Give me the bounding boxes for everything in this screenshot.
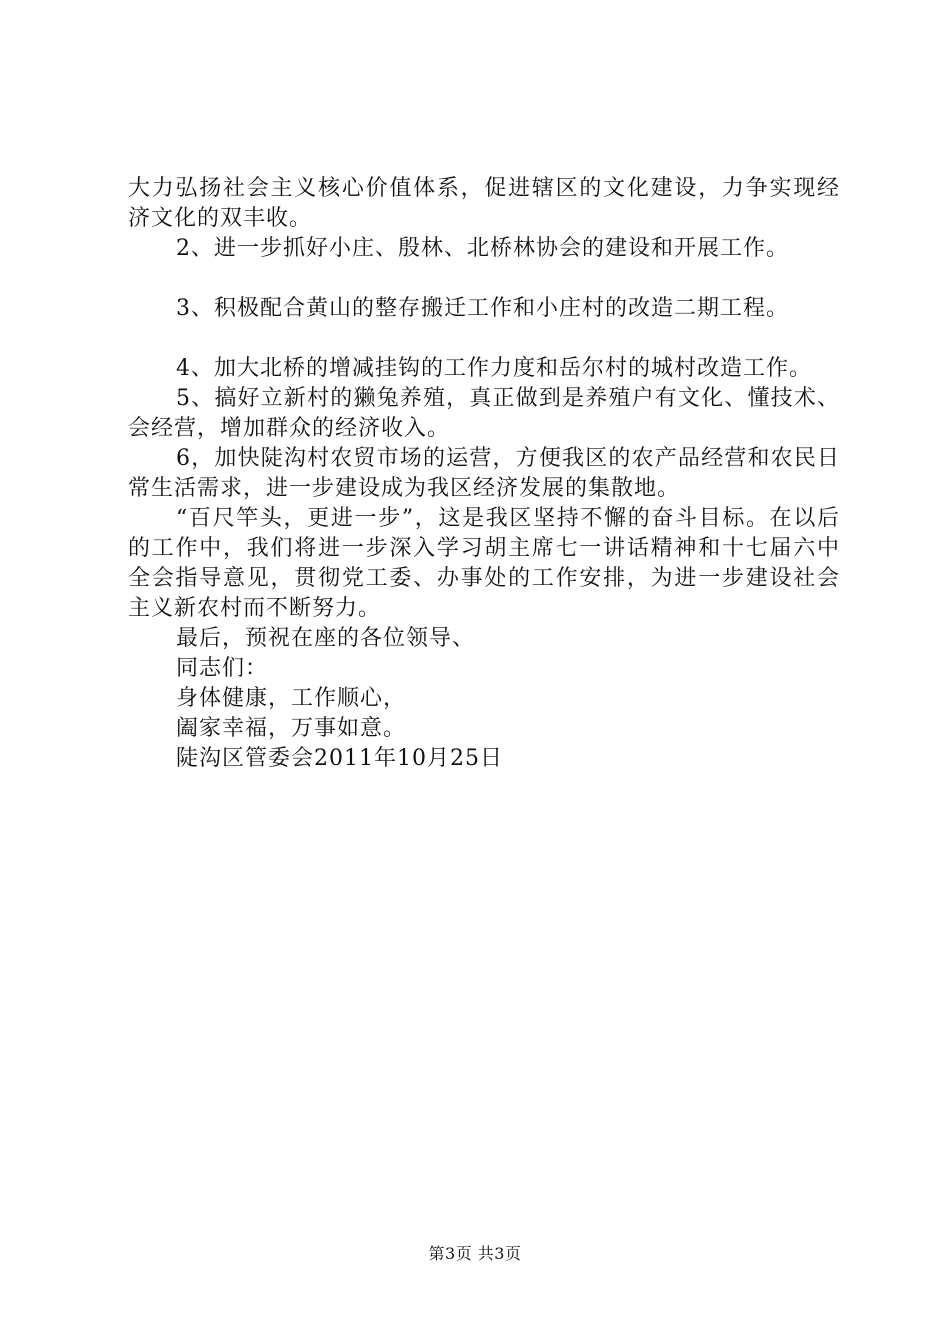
- closing-wish-line-3: 身体健康，工作顺心，: [176, 686, 407, 711]
- document-body: [128, 174, 840, 774]
- page-number: 第3页 共3页: [428, 1244, 522, 1263]
- closing-wish-line-2: 同志们：: [176, 656, 269, 681]
- closing-wish-line-1: 最后，预祝在座的各位领导、: [176, 626, 476, 651]
- list-item-4: 4、加大北桥的增减挂钩的工作力度和岳尔村的城村改造工作。: [176, 356, 812, 381]
- closing-paragraph: “百尺竿头，更进一步”，这是我区坚持不懈的奋斗目标。在以后的工作中，我们将进一步深入学习胡主席七一讲话精神和十七届六中全会指导意见，贯彻党工委、办事处的工作安排，为进一步建设社会主义新农村而不断努力。: [128, 506, 840, 621]
- paragraph-continuation: 大力弘扬社会主义核心价值体系，促进辖区的文化建设，力争实现经济文化的双丰收。: [128, 176, 840, 231]
- list-item-3: 3、积极配合黄山的整存搬迁工作和小庄村的改造二期工程。: [176, 296, 789, 321]
- list-item-5: 5、搞好立新村的獭兔养殖，真正做到是养殖户有文化、懂技术、会经营，增加群众的经济收入。: [128, 386, 840, 441]
- list-item-2: 2、进一步抓好小庄、殷林、北桥林协会的建设和开展工作。: [176, 236, 789, 261]
- page-footer: [0, 1244, 950, 1264]
- signature-date: 陡沟区管委会2011年10月25日: [176, 746, 503, 771]
- list-item-6: 6，加快陡沟村农贸市场的运营，方便我区的农产品经营和农民日常生活需求，进一步建设成为我区经济发展的集散地。: [128, 446, 840, 501]
- closing-wish-line-4: 阖家幸福，万事如意。: [176, 716, 407, 741]
